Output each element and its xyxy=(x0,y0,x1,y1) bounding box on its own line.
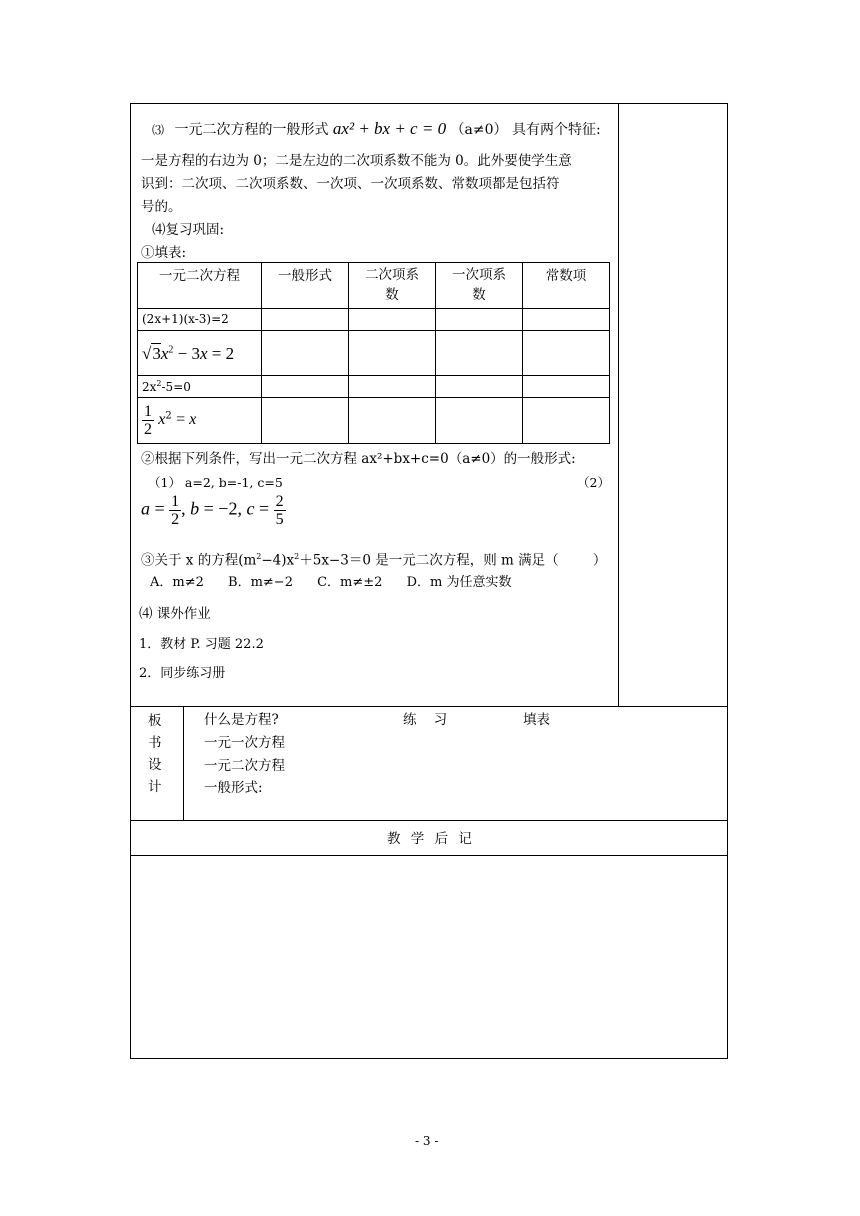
frame-top xyxy=(130,103,728,104)
row3-equation: $2x^2-5=0$ xyxy=(138,376,262,398)
item2-sub1: （1） a=2, b=-1, c=5 xyxy=(148,475,283,490)
row4-general-form[interactable] xyxy=(262,398,349,444)
board-label-3: 设 xyxy=(148,757,162,773)
header-general-form: 一般形式 xyxy=(262,263,349,309)
row1-linear-coef[interactable] xyxy=(436,309,523,331)
header-equation: 一元二次方程 xyxy=(138,263,262,309)
row2-quadratic-coef[interactable] xyxy=(349,331,436,376)
side-column-divider xyxy=(618,103,619,706)
board-label-divider xyxy=(183,706,184,820)
row1-general-form[interactable] xyxy=(262,309,349,331)
item3-text: ③关于 x 的方程$(m^2-4)x^2+5x-3=0$ 是一元二次方程，则 m 满足（ ） xyxy=(141,552,607,569)
option-d[interactable]: D．m 为任意实数 xyxy=(406,575,512,590)
section3-line2: 一是方程的右边为 0；二是左边的二次项系数不能为 0。此外要使学生意 xyxy=(141,153,572,169)
row3-linear-coef[interactable] xyxy=(436,376,523,398)
row4-quadratic-coef[interactable] xyxy=(349,398,436,444)
general-form-formula: ax² + bx + c = 0 xyxy=(332,119,447,138)
section3-line1 xyxy=(152,120,601,139)
afterword-title-rule xyxy=(130,855,728,856)
row4-linear-coef[interactable] xyxy=(436,398,523,444)
board-line2: 一元一次方程 xyxy=(204,735,285,751)
board-line4: 一般形式: xyxy=(204,780,263,796)
page-number: - 3 - xyxy=(415,1134,439,1148)
table-row xyxy=(138,309,610,331)
frame-left xyxy=(130,103,131,1059)
table-header-row xyxy=(138,263,610,309)
header-constant: 常数项 xyxy=(523,263,610,309)
row2-linear-coef[interactable] xyxy=(436,331,523,376)
frame-bottom xyxy=(130,1058,728,1059)
item2-text: ②根据下列条件，写出一元二次方程 ax²+bx+c=0（a≠0）的一般形式: xyxy=(141,451,576,467)
table-row xyxy=(138,398,610,444)
board-line3: 一元二次方程 xyxy=(204,758,285,774)
header-linear-coef: 一次项系 数 xyxy=(436,263,523,309)
homework-heading: ⑷ 课外作业 xyxy=(139,606,211,622)
item2-sub2-label: （2） xyxy=(577,475,610,490)
board-bottom-rule xyxy=(130,820,728,821)
board-label-1: 板 xyxy=(148,713,162,729)
board-line1: 什么是方程? xyxy=(204,712,279,728)
table-row xyxy=(138,331,610,376)
option-a[interactable]: A．m≠2 xyxy=(150,575,204,590)
board-top-rule xyxy=(130,706,728,707)
section3-text-after: 具有两个特征: xyxy=(511,122,601,138)
frame-right xyxy=(727,103,728,1059)
board-fill: 填表 xyxy=(523,712,550,728)
row3-quadratic-coef[interactable] xyxy=(349,376,436,398)
row1-constant[interactable] xyxy=(523,309,610,331)
option-c[interactable]: C．m≠±2 xyxy=(317,575,383,590)
section3-condition: （a≠0） xyxy=(450,122,508,138)
option-b[interactable]: B．m≠−2 xyxy=(228,575,293,590)
homework-item2: 2．同步练习册 xyxy=(139,666,226,681)
sqrt-symbol: √ xyxy=(142,343,152,363)
row2-constant[interactable] xyxy=(523,331,610,376)
row3-constant[interactable] xyxy=(523,376,610,398)
afterword-title: 教 学 后 记 xyxy=(387,831,475,847)
homework-item1: 1．教材 P. 习题 22.2 xyxy=(139,637,264,652)
section3-line4: 号的。 xyxy=(141,199,182,215)
board-practice: 练 习 xyxy=(403,712,448,728)
row2-equation: $√3x^2 - 3x = 2$ xyxy=(138,331,262,376)
item2-sub2-formula: a = $\frac{1}{2}$ , b = −2, c = $\frac{2}{5}$ xyxy=(141,493,284,528)
section3-label: ⑶ xyxy=(152,123,165,137)
row4-constant[interactable] xyxy=(523,398,610,444)
section3-line3: 识到：二次项、二次项系数、一次项、一次项系数、常数项都是包括符 xyxy=(141,176,560,192)
board-label-2: 书 xyxy=(148,735,162,751)
board-label-4: 计 xyxy=(148,779,162,795)
section3-text-before: 一元二次方程的一般形式 xyxy=(174,122,329,138)
table-row xyxy=(138,376,610,398)
fill-table xyxy=(137,262,610,444)
section4-label: ⑷复习巩固: xyxy=(152,222,225,238)
header-quadratic-coef: 二次项系 数 xyxy=(349,263,436,309)
row4-equation: $\frac{1}{2}$ $x^2 = x$ xyxy=(138,398,262,444)
item3-options xyxy=(150,574,511,592)
row1-quadratic-coef[interactable] xyxy=(349,309,436,331)
fill-table-title: ①填表: xyxy=(141,245,187,261)
row1-equation: (2x+1)(x-3)=2 xyxy=(138,309,262,331)
row2-general-form[interactable] xyxy=(262,331,349,376)
row3-general-form[interactable] xyxy=(262,376,349,398)
